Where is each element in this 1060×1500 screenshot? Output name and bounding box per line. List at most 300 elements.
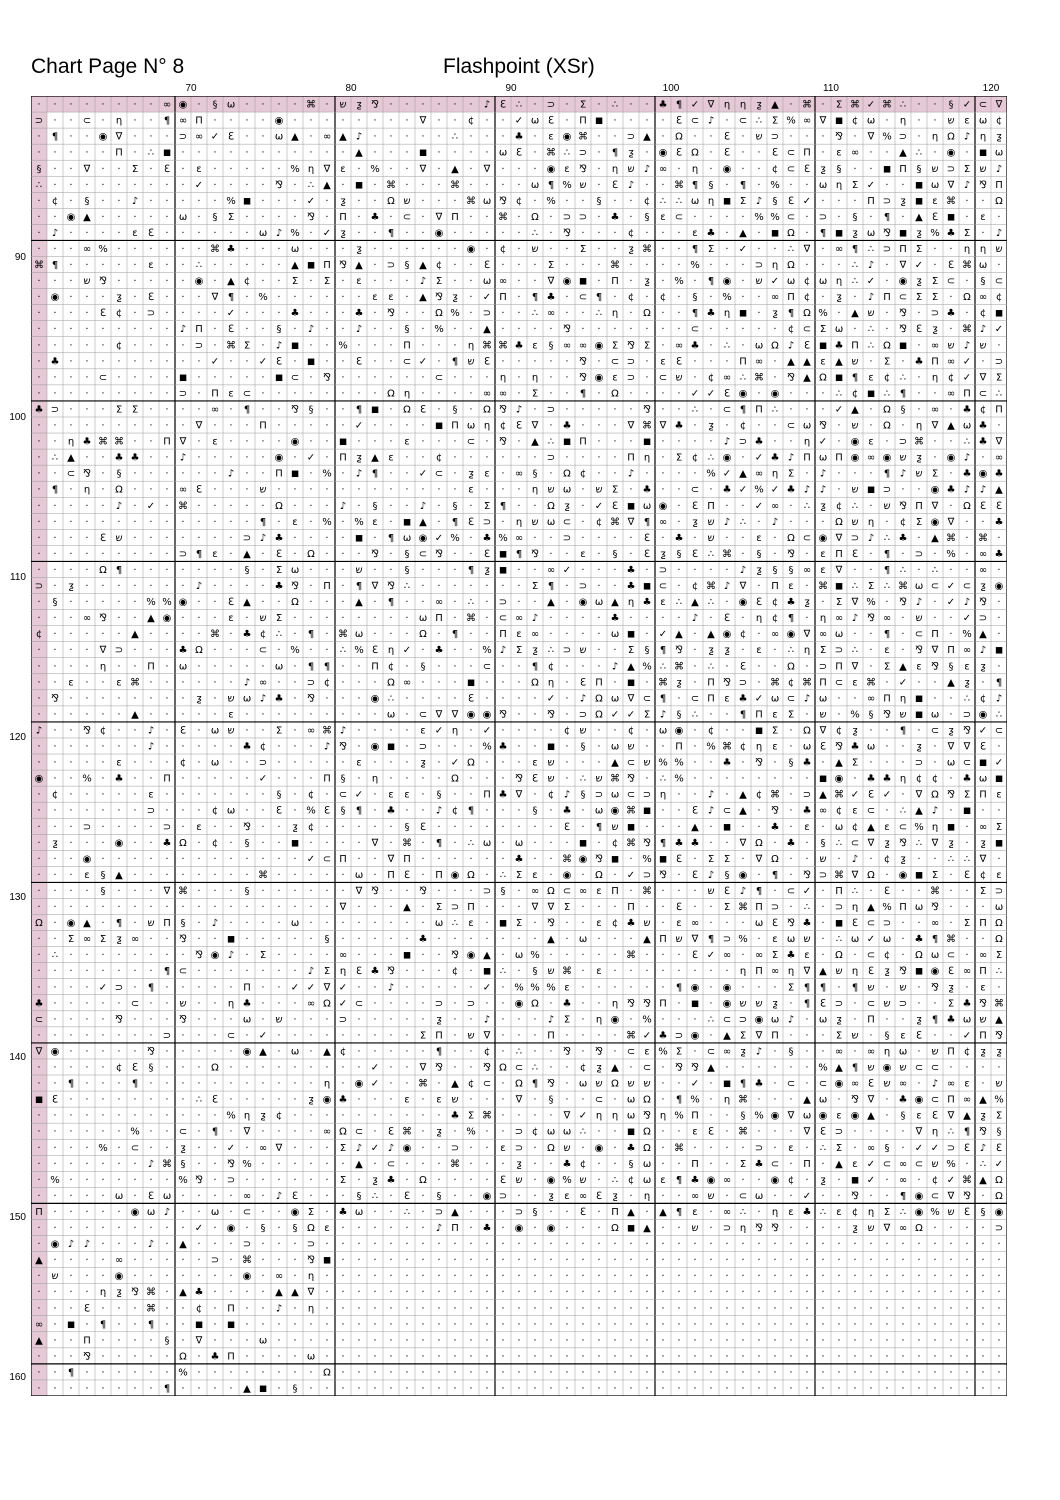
chart-symbol: · — [869, 421, 872, 432]
chart-symbol: ⅋ — [307, 693, 315, 704]
chart-symbol: ▲ — [451, 1207, 459, 1218]
chart-symbol: · — [69, 260, 72, 271]
chart-symbol: ✓ — [627, 709, 635, 720]
chart-symbol: · — [101, 966, 104, 977]
chart-symbol: ♣ — [739, 693, 748, 704]
chart-symbol: · — [389, 1319, 392, 1330]
chart-symbol: ⊃ — [51, 404, 59, 415]
chart-symbol: · — [789, 1367, 792, 1378]
chart-symbol: · — [101, 453, 104, 464]
chart-symbol: ∴ — [52, 950, 58, 961]
chart-symbol: · — [85, 758, 88, 769]
chart-symbol: ✓ — [371, 1063, 379, 1074]
chart-symbol: · — [149, 1223, 152, 1234]
chart-symbol: · — [501, 1095, 504, 1106]
chart-symbol: · — [885, 148, 888, 159]
chart-symbol: ◼ — [835, 918, 843, 929]
chart-symbol: ∇ — [323, 164, 331, 175]
chart-symbol: · — [869, 549, 872, 560]
chart-symbol: ℇ — [420, 822, 426, 833]
chart-symbol: · — [69, 164, 72, 175]
chart-symbol: · — [949, 1271, 952, 1282]
chart-symbol: · — [453, 790, 456, 801]
chart-symbol: ƺ — [964, 677, 969, 688]
chart-symbol: · — [693, 533, 696, 544]
chart-symbol: · — [661, 404, 664, 415]
chart-symbol: · — [341, 1239, 344, 1250]
chart-symbol: · — [37, 292, 40, 303]
chart-symbol: ⊃ — [579, 148, 587, 159]
chart-symbol: Π — [403, 340, 411, 351]
chart-symbol: · — [85, 228, 88, 239]
chart-symbol: ℇ — [948, 966, 954, 977]
chart-symbol: ¶ — [996, 677, 1002, 688]
chart-symbol: ◉ — [995, 581, 1004, 592]
chart-symbol: · — [709, 1319, 712, 1330]
chart-symbol: Π — [739, 356, 747, 367]
chart-symbol: · — [597, 244, 600, 255]
chart-symbol: ∞ — [867, 453, 875, 464]
chart-symbol: ♣ — [371, 212, 380, 223]
chart-symbol: ♣ — [499, 742, 508, 753]
chart-symbol: % — [674, 1111, 684, 1122]
chart-symbol: Π — [323, 260, 331, 271]
chart-symbol: · — [549, 212, 552, 223]
chart-symbol: · — [117, 1223, 120, 1234]
chart-symbol: ω — [755, 340, 763, 351]
chart-symbol: · — [437, 629, 440, 640]
chart-symbol: · — [309, 244, 312, 255]
chart-symbol: · — [725, 838, 728, 849]
chart-symbol: ∴ — [788, 244, 794, 255]
chart-symbol: ⌘ — [882, 100, 892, 111]
chart-symbol: · — [789, 1287, 792, 1298]
chart-symbol: ⅋ — [787, 918, 795, 929]
chart-symbol: · — [469, 372, 472, 383]
chart-symbol: · — [645, 565, 648, 576]
chart-symbol: ⊃ — [163, 822, 171, 833]
chart-symbol: · — [53, 148, 56, 159]
chart-symbol: · — [517, 565, 520, 576]
chart-symbol: ש — [531, 517, 538, 528]
chart-symbol: ε — [596, 918, 601, 929]
chart-symbol: · — [85, 549, 88, 560]
chart-symbol: · — [565, 597, 568, 608]
chart-symbol: · — [613, 725, 616, 736]
chart-symbol: · — [741, 453, 744, 464]
chart-symbol: · — [389, 212, 392, 223]
chart-symbol: · — [37, 308, 40, 319]
chart-symbol: ♣ — [691, 1175, 700, 1186]
chart-symbol: · — [565, 196, 568, 207]
chart-symbol: · — [885, 180, 888, 191]
chart-symbol: ¶ — [740, 404, 746, 415]
chart-symbol: Σ — [932, 870, 938, 881]
chart-symbol: · — [837, 1095, 840, 1106]
chart-symbol: · — [549, 1367, 552, 1378]
chart-symbol: · — [933, 613, 936, 624]
chart-symbol: · — [533, 790, 536, 801]
chart-symbol: · — [181, 1384, 184, 1395]
chart-symbol: ♣ — [563, 421, 572, 432]
chart-symbol: · — [645, 1303, 648, 1314]
chart-symbol: ⊂ — [787, 212, 795, 223]
chart-symbol: ¢ — [628, 292, 634, 303]
chart-symbol: ¶ — [644, 517, 650, 528]
chart-symbol: · — [85, 517, 88, 528]
chart-symbol: · — [581, 966, 584, 977]
chart-symbol: · — [373, 902, 376, 913]
chart-symbol: · — [357, 1223, 360, 1234]
chart-symbol: · — [885, 1287, 888, 1298]
chart-symbol: · — [869, 854, 872, 865]
chart-symbol: § — [693, 292, 698, 303]
chart-symbol: ¢ — [628, 1175, 634, 1186]
chart-symbol: ∞ — [531, 886, 539, 897]
chart-symbol: · — [357, 918, 360, 929]
chart-symbol: ⅋ — [627, 998, 635, 1009]
chart-symbol: · — [549, 388, 552, 399]
chart-symbol: ∞ — [771, 629, 779, 640]
chart-symbol: · — [261, 822, 264, 833]
chart-symbol: ℇ — [756, 597, 762, 608]
chart-symbol: · — [677, 260, 680, 271]
chart-symbol: · — [373, 982, 376, 993]
chart-symbol: · — [581, 1351, 584, 1362]
chart-symbol: · — [453, 116, 456, 127]
chart-symbol: · — [85, 340, 88, 351]
chart-symbol: · — [885, 1271, 888, 1282]
chart-symbol: · — [597, 1159, 600, 1170]
chart-symbol: ♣ — [947, 1014, 956, 1025]
chart-symbol: · — [37, 758, 40, 769]
chart-symbol: · — [389, 356, 392, 367]
chart-symbol: ◼ — [915, 693, 923, 704]
chart-symbol: Π — [835, 549, 843, 560]
chart-symbol: · — [277, 164, 280, 175]
chart-symbol: · — [69, 148, 72, 159]
chart-symbol: ε — [564, 164, 569, 175]
chart-symbol: · — [741, 982, 744, 993]
chart-symbol: · — [197, 1063, 200, 1074]
chart-symbol: ε — [148, 790, 153, 801]
chart-symbol: · — [245, 244, 248, 255]
chart-symbol: ⊃ — [723, 934, 731, 945]
chart-symbol: ♣ — [387, 806, 396, 817]
chart-symbol: ⅋ — [339, 260, 347, 271]
chart-symbol: Ω — [531, 212, 539, 223]
chart-symbol: · — [981, 453, 984, 464]
chart-symbol: · — [821, 292, 824, 303]
chart-symbol: · — [485, 1335, 488, 1346]
chart-symbol: · — [645, 469, 648, 480]
chart-symbol: · — [341, 581, 344, 592]
chart-symbol: · — [469, 645, 472, 656]
chart-symbol: % — [818, 1063, 828, 1074]
chart-symbol: · — [405, 116, 408, 127]
chart-symbol: · — [437, 1255, 440, 1266]
chart-symbol: · — [373, 1319, 376, 1330]
chart-symbol: · — [821, 886, 824, 897]
chart-symbol: Σ — [68, 934, 74, 945]
chart-symbol: · — [853, 1384, 856, 1395]
chart-symbol: · — [181, 1319, 184, 1330]
chart-symbol: ⊂ — [979, 100, 987, 111]
chart-symbol: · — [597, 421, 600, 432]
chart-symbol: ⊂ — [179, 1127, 187, 1138]
chart-symbol: · — [693, 276, 696, 287]
chart-symbol: § — [645, 212, 650, 223]
chart-symbol: § — [821, 838, 826, 849]
row-label-90: 90 — [0, 252, 26, 263]
chart-symbol: § — [245, 886, 250, 897]
chart-symbol: · — [197, 758, 200, 769]
chart-symbol: · — [901, 212, 904, 223]
chart-symbol: ▲ — [83, 918, 91, 929]
chart-symbol: Ω — [755, 838, 763, 849]
chart-symbol: ⌘ — [642, 886, 652, 897]
chart-symbol: · — [357, 1367, 360, 1378]
chart-symbol: ▲ — [787, 356, 795, 367]
chart-symbol: · — [501, 469, 504, 480]
chart-symbol: Π — [435, 1030, 443, 1041]
chart-symbol: · — [453, 388, 456, 399]
chart-symbol: % — [930, 228, 940, 239]
chart-symbol: · — [197, 613, 200, 624]
chart-symbol: ∇ — [547, 902, 555, 913]
chart-symbol: · — [101, 1030, 104, 1041]
chart-symbol: § — [277, 324, 282, 335]
chart-symbol: Ω — [387, 677, 395, 688]
chart-symbol: ¶ — [436, 1046, 442, 1057]
chart-symbol: · — [53, 742, 56, 753]
chart-symbol: · — [661, 1319, 664, 1330]
chart-symbol: · — [629, 1191, 632, 1202]
chart-symbol: · — [293, 1159, 296, 1170]
chart-symbol: ⅋ — [659, 870, 667, 881]
chart-symbol: · — [165, 1239, 168, 1250]
chart-symbol: · — [133, 132, 136, 143]
chart-symbol: · — [389, 1191, 392, 1202]
chart-symbol: · — [581, 1255, 584, 1266]
chart-symbol: Π — [467, 902, 475, 913]
chart-symbol: · — [245, 725, 248, 736]
chart-symbol: ℇ — [180, 725, 186, 736]
chart-symbol: · — [261, 886, 264, 897]
chart-symbol: · — [261, 597, 264, 608]
chart-symbol: · — [869, 1191, 872, 1202]
chart-symbol: · — [757, 629, 760, 640]
chart-symbol: ƞ — [980, 244, 986, 255]
chart-symbol: · — [261, 1079, 264, 1090]
chart-symbol: · — [613, 1303, 616, 1314]
chart-symbol: ƺ — [356, 244, 361, 255]
chart-symbol: · — [53, 1287, 56, 1298]
chart-symbol: · — [661, 388, 664, 399]
chart-symbol: · — [853, 1255, 856, 1266]
chart-symbol: ✓ — [307, 982, 315, 993]
chart-symbol: · — [69, 565, 72, 576]
chart-symbol: · — [661, 340, 664, 351]
chart-symbol: · — [581, 613, 584, 624]
chart-symbol: ¢ — [932, 1175, 938, 1186]
chart-symbol: · — [133, 1175, 136, 1186]
chart-symbol: · — [325, 950, 328, 961]
chart-symbol: · — [725, 774, 728, 785]
chart-symbol: ¢ — [52, 196, 58, 207]
chart-symbol: · — [85, 693, 88, 704]
chart-symbol: · — [597, 1367, 600, 1378]
chart-symbol: Σ — [852, 180, 858, 191]
chart-symbol: ◉ — [995, 1207, 1004, 1218]
chart-symbol: ƺ — [340, 228, 345, 239]
chart-symbol: · — [869, 1303, 872, 1314]
chart-symbol: · — [597, 629, 600, 640]
chart-symbol: ⅋ — [307, 212, 315, 223]
chart-symbol: ℇ — [612, 180, 618, 191]
chart-symbol: ✓ — [851, 790, 859, 801]
chart-symbol: § — [917, 164, 922, 175]
chart-symbol: % — [946, 549, 956, 560]
chart-symbol: · — [613, 1127, 616, 1138]
chart-symbol: · — [885, 677, 888, 688]
chart-symbol: · — [117, 421, 120, 432]
chart-symbol: · — [453, 372, 456, 383]
chart-symbol: ω — [755, 918, 763, 929]
chart-symbol: ω — [355, 629, 363, 640]
chart-symbol: ƺ — [484, 565, 489, 576]
chart-symbol: ♪ — [356, 132, 362, 143]
chart-symbol: ∇ — [947, 1111, 955, 1122]
chart-symbol: · — [229, 870, 232, 881]
chart-symbol: · — [373, 244, 376, 255]
chart-symbol: ƞ — [772, 260, 778, 271]
chart-symbol: ¶ — [324, 661, 330, 672]
chart-symbol: ℇ — [724, 886, 730, 897]
chart-symbol: · — [901, 950, 904, 961]
chart-symbol: · — [757, 1175, 760, 1186]
chart-symbol: § — [309, 404, 314, 415]
chart-symbol: · — [341, 533, 344, 544]
chart-symbol: · — [69, 404, 72, 415]
chart-symbol: · — [309, 1384, 312, 1395]
chart-symbol: ♣ — [707, 228, 716, 239]
chart-symbol: · — [133, 1351, 136, 1362]
chart-symbol: ♪ — [484, 1014, 490, 1025]
chart-symbol: · — [117, 661, 120, 672]
chart-symbol: · — [581, 1030, 584, 1041]
chart-symbol: · — [645, 116, 648, 127]
chart-symbol: · — [181, 180, 184, 191]
chart-symbol: · — [853, 1271, 856, 1282]
chart-symbol: ♪ — [164, 1207, 170, 1218]
chart-symbol: · — [405, 292, 408, 303]
chart-symbol: Σ — [580, 244, 586, 255]
chart-symbol: · — [325, 1159, 328, 1170]
chart-symbol: ◉ — [819, 533, 828, 544]
chart-symbol: · — [693, 212, 696, 223]
chart-symbol: · — [517, 886, 520, 897]
chart-symbol: · — [197, 597, 200, 608]
chart-symbol: · — [341, 822, 344, 833]
chart-symbol: § — [421, 661, 426, 672]
chart-symbol: ƞ — [836, 180, 842, 191]
chart-symbol: ƺ — [852, 1223, 857, 1234]
chart-symbol: ¶ — [788, 308, 794, 319]
chart-symbol: · — [613, 1143, 616, 1154]
chart-symbol: ƺ — [660, 549, 665, 560]
chart-symbol: · — [101, 148, 104, 159]
chart-symbol: ∇ — [803, 629, 811, 640]
chart-symbol: ◉ — [659, 148, 668, 159]
chart-symbol: ℇ — [404, 1191, 410, 1202]
chart-symbol: ⅋ — [835, 742, 843, 753]
chart-symbol: ♪ — [628, 469, 634, 480]
chart-symbol: · — [501, 854, 504, 865]
chart-symbol: · — [917, 918, 920, 929]
chart-symbol: ε — [980, 982, 985, 993]
chart-symbol: · — [773, 982, 776, 993]
chart-symbol: ω — [147, 1207, 155, 1218]
chart-symbol: ω — [115, 1191, 123, 1202]
chart-symbol: ℇ — [852, 918, 858, 929]
chart-symbol: % — [322, 469, 332, 480]
chart-symbol: ∞ — [579, 1191, 587, 1202]
chart-symbol: % — [354, 645, 364, 656]
chart-symbol: ▲ — [803, 1095, 811, 1106]
chart-symbol: ƞ — [100, 661, 106, 672]
chart-symbol: ∴ — [596, 308, 602, 319]
chart-symbol: · — [53, 998, 56, 1009]
chart-symbol: ε — [420, 725, 425, 736]
chart-symbol: ∴ — [196, 1095, 202, 1106]
chart-symbol: ש — [979, 164, 986, 175]
chart-symbol: · — [613, 1384, 616, 1395]
chart-symbol: ⊃ — [499, 597, 507, 608]
chart-symbol: ✓ — [963, 613, 971, 624]
chart-symbol: · — [901, 1127, 904, 1138]
chart-symbol: · — [133, 725, 136, 736]
chart-symbol: ¶ — [820, 982, 826, 993]
chart-symbol: · — [773, 1046, 776, 1057]
chart-symbol: · — [69, 982, 72, 993]
chart-symbol: ◉ — [163, 613, 172, 624]
chart-symbol: ƞ — [804, 437, 810, 448]
chart-symbol: · — [693, 437, 696, 448]
chart-symbol: · — [501, 1207, 504, 1218]
chart-symbol: · — [37, 565, 40, 576]
chart-symbol: ש — [755, 998, 762, 1009]
chart-symbol: Ω — [835, 950, 843, 961]
chart-symbol: ⌘ — [610, 774, 620, 785]
chart-symbol: ✓ — [963, 356, 971, 367]
chart-symbol: ◉ — [931, 485, 940, 496]
chart-symbol: ♣ — [915, 934, 924, 945]
chart-symbol: · — [69, 1303, 72, 1314]
chart-symbol: · — [181, 822, 184, 833]
chart-symbol: ⅋ — [931, 982, 939, 993]
chart-symbol: ◉ — [739, 388, 748, 399]
chart-symbol: ƞ — [900, 774, 906, 785]
chart-symbol: · — [437, 340, 440, 351]
chart-symbol: · — [101, 902, 104, 913]
chart-symbol: ♣ — [35, 404, 44, 415]
chart-symbol: · — [549, 356, 552, 367]
chart-symbol: · — [293, 1351, 296, 1362]
chart-symbol: ω — [563, 1127, 571, 1138]
chart-symbol: · — [901, 1319, 904, 1330]
chart-symbol: · — [949, 1239, 952, 1250]
